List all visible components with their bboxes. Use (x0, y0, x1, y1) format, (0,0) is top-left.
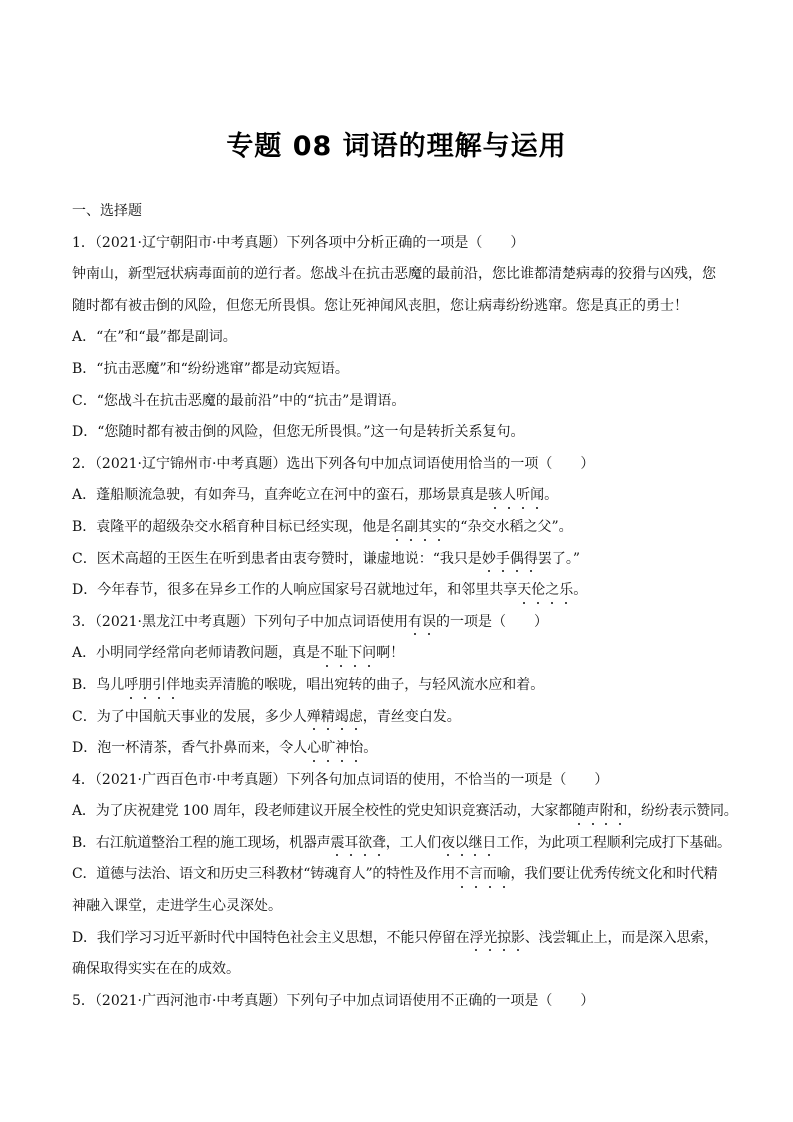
dotted-char: 和 (613, 796, 627, 828)
dotted-char: 不 (455, 859, 469, 891)
dotted-char: 妙 (482, 544, 496, 576)
dotted-char: 而 (483, 859, 497, 891)
dotted-char: 聋 (372, 828, 386, 860)
question-2-option-c (72, 544, 724, 576)
dotted-char: 附 (600, 796, 614, 828)
question-2-stem: 2．（2021·辽宁锦州市·中考真题）选出下列各句中加点词语使用恰当的一项（ ） (72, 455, 595, 472)
question-4-option-d-continued: 确保取得实实在在的成效。 (72, 961, 240, 978)
dotted-char: 之 (545, 575, 559, 607)
dotted-char: 伴 (166, 670, 180, 702)
option-text: B．鸟儿 (72, 676, 125, 693)
option-text: D．泡一杯清茶，香气扑鼻而来，令人 (72, 740, 308, 757)
dotted-char: 神 (335, 733, 349, 765)
dotted-word (408, 614, 436, 630)
dotted-char: 实 (432, 512, 446, 544)
dotted-char: 手 (496, 544, 510, 576)
dotted-char: 怡 (349, 733, 363, 765)
dotted-char: 欲 (358, 828, 372, 860)
dotted-char: 心 (307, 733, 321, 765)
dotted-char: 偶 (510, 544, 524, 576)
dotted-char: 以 (455, 828, 469, 860)
option-text: 工作，为此项工程顺利完成打下基础。 (496, 834, 731, 851)
dotted-word (482, 551, 538, 567)
dotted-char: 虑 (349, 702, 363, 734)
option-text: C．医术高超的王医生在听到患者由衷夸赞时，谦虚地说：“我只是 (72, 550, 482, 567)
dotted-char: 朋 (138, 670, 152, 702)
dotted-char: 精 (321, 702, 335, 734)
dotted-char: 耻 (334, 638, 348, 670)
question-5-stem: 5．（2021·广西河池市·中考真题）下列句子中加点词语使用不正确的一项是（ ） (72, 992, 595, 1009)
stem-text: 3．（2021·黑龙江中考真题）下列句子中加点词语使用 (72, 613, 408, 630)
dotted-word (469, 930, 524, 946)
dotted-word (320, 645, 376, 661)
question-1-option-c: C．“您战斗在抗击恶魔的最前沿”中的“抗击”是谓语。 (72, 392, 406, 409)
document-body (72, 196, 738, 1017)
question-4-stem: 4．（2021·广西百色市·中考真题）下列各句加点词语的使用，不恰当的一项是（ ） (72, 771, 609, 788)
dotted-char: 殚 (307, 702, 321, 734)
dotted-char: 影 (511, 923, 525, 955)
dotted-char: 光 (483, 923, 497, 955)
dotted-word (441, 835, 496, 851)
option-text: 啊！ (376, 645, 405, 662)
option-text: 罢了。” (537, 550, 581, 567)
option-text: B．袁隆平的超级杂交水稻育种目标已经实现，他是 (72, 518, 391, 535)
option-text: ，我们要让优秀传统文化和时代精 (510, 866, 718, 883)
dotted-word (517, 582, 573, 598)
dotted-char: 闻 (530, 480, 544, 512)
question-2-option-a (72, 480, 724, 512)
question-1-passage-line-2: 随时都有被击倒的风险，但您无所畏惧。您让死神闻风丧胆，您让病毒纷纷逃窜。您是真正的勇士！ (72, 297, 688, 314)
dotted-char: 言 (469, 859, 483, 891)
question-1-stem: 1．（2021·辽宁朝阳市·中考真题）下列各项中分析正确的一项是（ ） (72, 234, 525, 251)
option-text: 、浅尝辄止上，而是深入思索， (524, 929, 718, 946)
dotted-word (455, 866, 510, 882)
question-4-option-b (72, 828, 731, 860)
option-text: C．道德与法治、语文和历史三科教材“铸魂育人”的特性及作用 (72, 866, 456, 883)
option-text: A．蓬船顺流急驶，有如奔马，直奔屹立在河中的蛮石，那场景真是 (72, 487, 489, 504)
option-text: ，纷纷表示赞同。 (627, 803, 738, 820)
option-text: 的“杂交水稻之父”。 (446, 518, 573, 535)
dotted-char: 引 (152, 670, 166, 702)
dotted-char: 喻 (497, 859, 511, 891)
page-title: 专题 08 词语的理解与运用 (226, 131, 567, 162)
option-text: D．今年春节，很多在异乡工作的人响应国家号召就地过年，和邻里共享 (72, 582, 518, 599)
dotted-char: 竭 (335, 702, 349, 734)
option-text: 。 (573, 582, 588, 599)
dotted-char: 掠 (497, 923, 511, 955)
dotted-char: 旷 (321, 733, 335, 765)
dotted-word (331, 835, 386, 851)
dotted-char: 天 (517, 575, 531, 607)
dotted-char: 其 (418, 512, 432, 544)
dotted-char: 继 (469, 828, 483, 860)
dotted-char: 人 (502, 480, 516, 512)
question-2-option-b (72, 512, 724, 544)
question-1-passage-line-1: 钟南山，新型冠状病毒面前的逆行者。您战斗在抗击恶魔的最前沿，您比谁都清楚病毒的狡猾与凶残，您 (72, 266, 716, 283)
dotted-char: 听 (516, 480, 530, 512)
question-4-option-c-continued: 神融入课堂，走进学生心灵深处。 (72, 898, 282, 915)
dotted-char: 伦 (531, 575, 545, 607)
dotted-char: 名 (390, 512, 404, 544)
question-1-option-d: D．“您随时都有被击倒的风险，但您无所畏惧。”这一句是转折关系复句。 (72, 424, 525, 441)
dotted-word (307, 709, 363, 725)
dotted-char: 副 (404, 512, 418, 544)
dotted-word (124, 677, 180, 693)
dotted-char: 乐 (559, 575, 573, 607)
dotted-char: 问 (362, 638, 376, 670)
dotted-char: 日 (482, 828, 496, 860)
question-4-option-a (72, 796, 738, 828)
option-text: A．小明同学经常向老师请教问题，真是 (72, 645, 321, 662)
dotted-word (390, 519, 446, 535)
dotted-char: 得 (524, 544, 538, 576)
option-text: B．右江航道整治工程的施工现场，机器声 (72, 834, 331, 851)
option-text: 。 (544, 487, 559, 504)
question-4-option-c (72, 859, 724, 891)
option-text: A．为了庆祝建党 100 周年，段老师建议开展全校性的党史知识竞赛活动，大家都 (72, 803, 572, 820)
option-text: D．我们学习习近平新时代中国特色社会主义思想，不能只停留在 (72, 929, 470, 946)
question-3-option-b (72, 670, 724, 702)
dotted-char: 声 (586, 796, 600, 828)
dotted-char: 随 (572, 796, 586, 828)
question-3-option-a (72, 638, 724, 670)
dotted-char: 不 (320, 638, 334, 670)
question-1-option-b: B．“抗击恶魔”和“纷纷逃窜”都是动宾短语。 (72, 360, 349, 377)
question-1-option-a: A．“在”和“最”都是副词。 (72, 329, 237, 346)
question-4-option-d (72, 923, 724, 955)
section-heading: 一、选择题 (72, 203, 142, 219)
option-text: ，工人们 (385, 834, 441, 851)
dotted-char: 骇 (488, 480, 502, 512)
dotted-char: 下 (348, 638, 362, 670)
dotted-word (307, 740, 363, 756)
option-text: 地卖弄清脆的喉咙，唱出宛转的曲子，与轻风流水应和着。 (180, 676, 545, 693)
dotted-word (488, 487, 544, 503)
dotted-word (572, 803, 627, 819)
dotted-char: 呼 (124, 670, 138, 702)
question-3-option-d (72, 733, 724, 765)
dotted-char: 夜 (441, 828, 455, 860)
stem-text: 的一项是（ ） (436, 613, 548, 630)
question-2-option-d (72, 575, 724, 607)
dotted-char: 耳 (344, 828, 358, 860)
question-3-option-c (72, 702, 724, 734)
option-text: 。 (363, 740, 378, 757)
dotted-char: 震 (331, 828, 345, 860)
question-3-stem (72, 607, 724, 639)
option-text: C．为了中国航天事业的发展，多少人 (72, 708, 307, 725)
option-text: ，青丝变白发。 (362, 708, 461, 725)
dotted-char: 浮 (469, 923, 483, 955)
dotted-char: 误 (422, 607, 436, 639)
dotted-char: 有 (408, 607, 422, 639)
